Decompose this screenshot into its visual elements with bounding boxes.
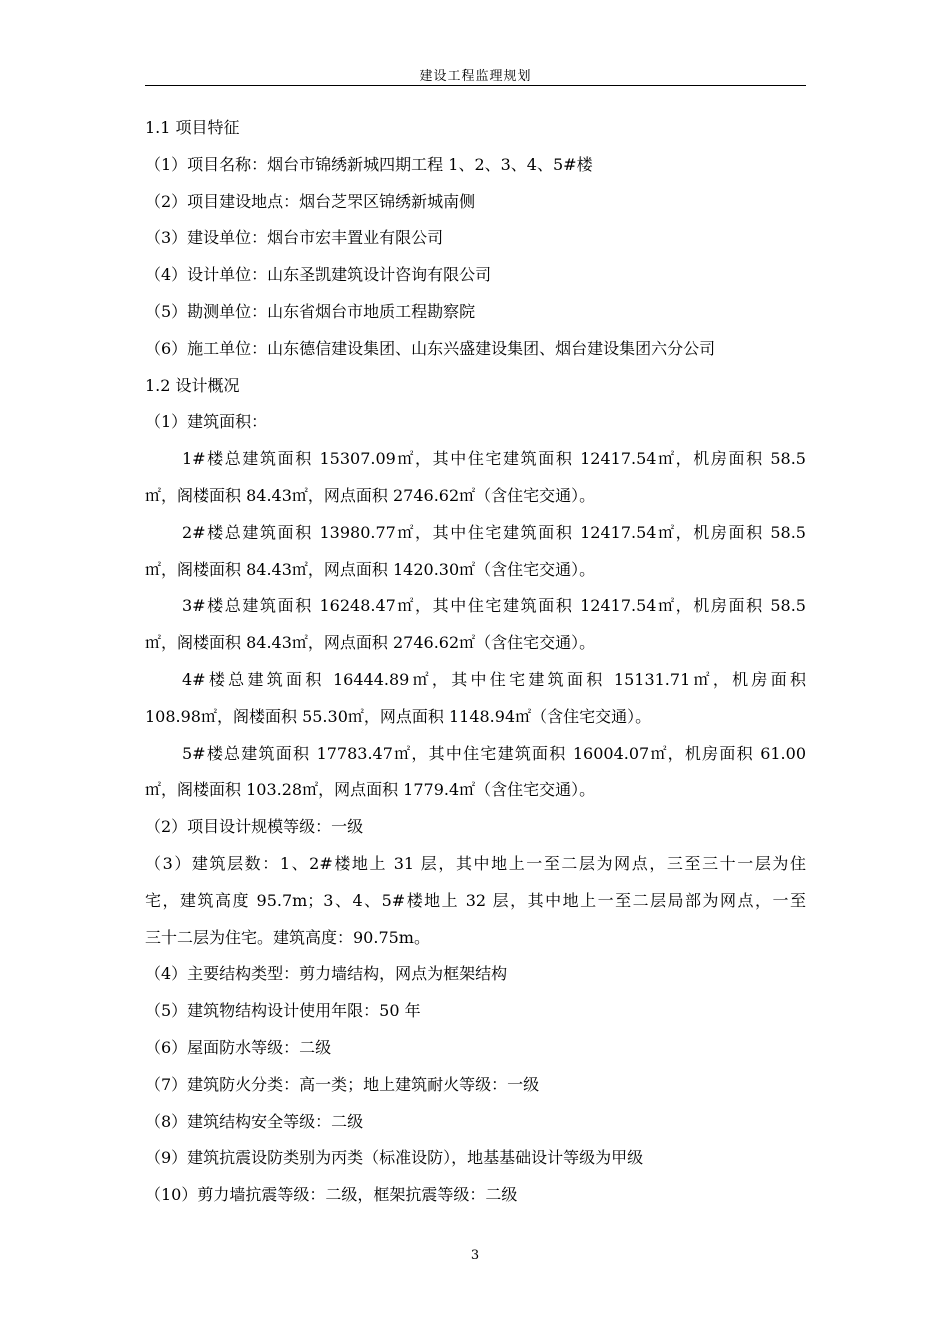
- page-number: 3: [470, 1248, 480, 1263]
- text-line: （1）项目名称：烟台市锦绣新城四期工程 1、2、3、4、5#楼: [145, 154, 593, 174]
- text-line: 三十二层为住宅。建筑高度：90.75m。: [145, 927, 430, 947]
- section-heading: 1.2 设计概况: [145, 375, 240, 395]
- text-line: （10）剪力墙抗震等级：二级，框架抗震等级：二级: [145, 1185, 518, 1205]
- text-line: （2）项目建设地点：烟台芝罘区锦绣新城南侧: [145, 191, 476, 211]
- text-line: （5）勘测单位：山东省烟台市地质工程勘察院: [145, 301, 476, 321]
- text-line: 3#楼总建筑面积 16248.47㎡，其中住宅建筑面积 12417.54㎡，机房面积 58.5: [182, 596, 806, 616]
- section-heading: 1.1 项目特征: [145, 118, 240, 137]
- text-line: ㎡，阁楼面积 103.28㎡，网点面积 1779.4㎡（含住宅交通）。: [145, 780, 596, 800]
- text-line: （1）建筑面积：: [145, 412, 268, 432]
- text-line: ㎡，阁楼面积 84.43㎡，网点面积 2746.62㎡（含住宅交通）。: [145, 485, 596, 505]
- text-line: （8）建筑结构安全等级：二级: [145, 1111, 364, 1131]
- text-line: （5）建筑物结构设计使用年限：50 年: [145, 1001, 421, 1021]
- text-line: （9）建筑抗震设防类别为丙类（标准设防），地基基础设计等级为甲级: [145, 1148, 644, 1168]
- text-line: （3）建筑层数：1、2#楼地上 31 层，其中地上一至二层为网点，三至三十一层为住: [145, 853, 806, 873]
- page-header-title: 建设工程监理规划: [419, 69, 532, 84]
- text-line: （4）主要结构类型：剪力墙结构，网点为框架结构: [145, 964, 508, 984]
- text-line: 宅，建筑高度 95.7m；3、4、5#楼地上 32 层，其中地上一至二层局部为网点，一至: [145, 890, 806, 910]
- text-line: （3）建设单位：烟台市宏丰置业有限公司: [145, 228, 444, 248]
- text-line: （2）项目设计规模等级：一级: [145, 817, 364, 837]
- text-line: ㎡，阁楼面积 84.43㎡，网点面积 1420.30㎡（含住宅交通）。: [145, 559, 596, 579]
- text-line: ㎡，阁楼面积 84.43㎡，网点面积 2746.62㎡（含住宅交通）。: [145, 633, 596, 653]
- text-line: （7）建筑防火分类：高一类；地上建筑耐火等级：一级: [145, 1074, 540, 1094]
- text-line: （4）设计单位：山东圣凯建筑设计咨询有限公司: [145, 265, 492, 285]
- text-line: 5#楼总建筑面积 17783.47㎡，其中住宅建筑面积 16004.07㎡，机房面积 61.00: [182, 743, 806, 763]
- document-body: [145, 110, 806, 1214]
- text-line: 4#楼总建筑面积 16444.89㎡，其中住宅建筑面积 15131.71㎡，机房面积: [182, 669, 806, 689]
- text-line: （6）施工单位：山东德信建设集团、山东兴盛建设集团、烟台建设集团六分公司: [145, 338, 716, 358]
- text-line: 108.98㎡，阁楼面积 55.30㎡，网点面积 1148.94㎡（含住宅交通）。: [145, 706, 652, 726]
- text-line: 1#楼总建筑面积 15307.09㎡，其中住宅建筑面积 12417.54㎡，机房面积 58.5: [182, 449, 806, 469]
- header-divider: [145, 85, 806, 86]
- text-line: （6）屋面防水等级：二级: [145, 1037, 332, 1057]
- text-line: 2#楼总建筑面积 13980.77㎡，其中住宅建筑面积 12417.54㎡，机房面积 58.5: [182, 522, 806, 542]
